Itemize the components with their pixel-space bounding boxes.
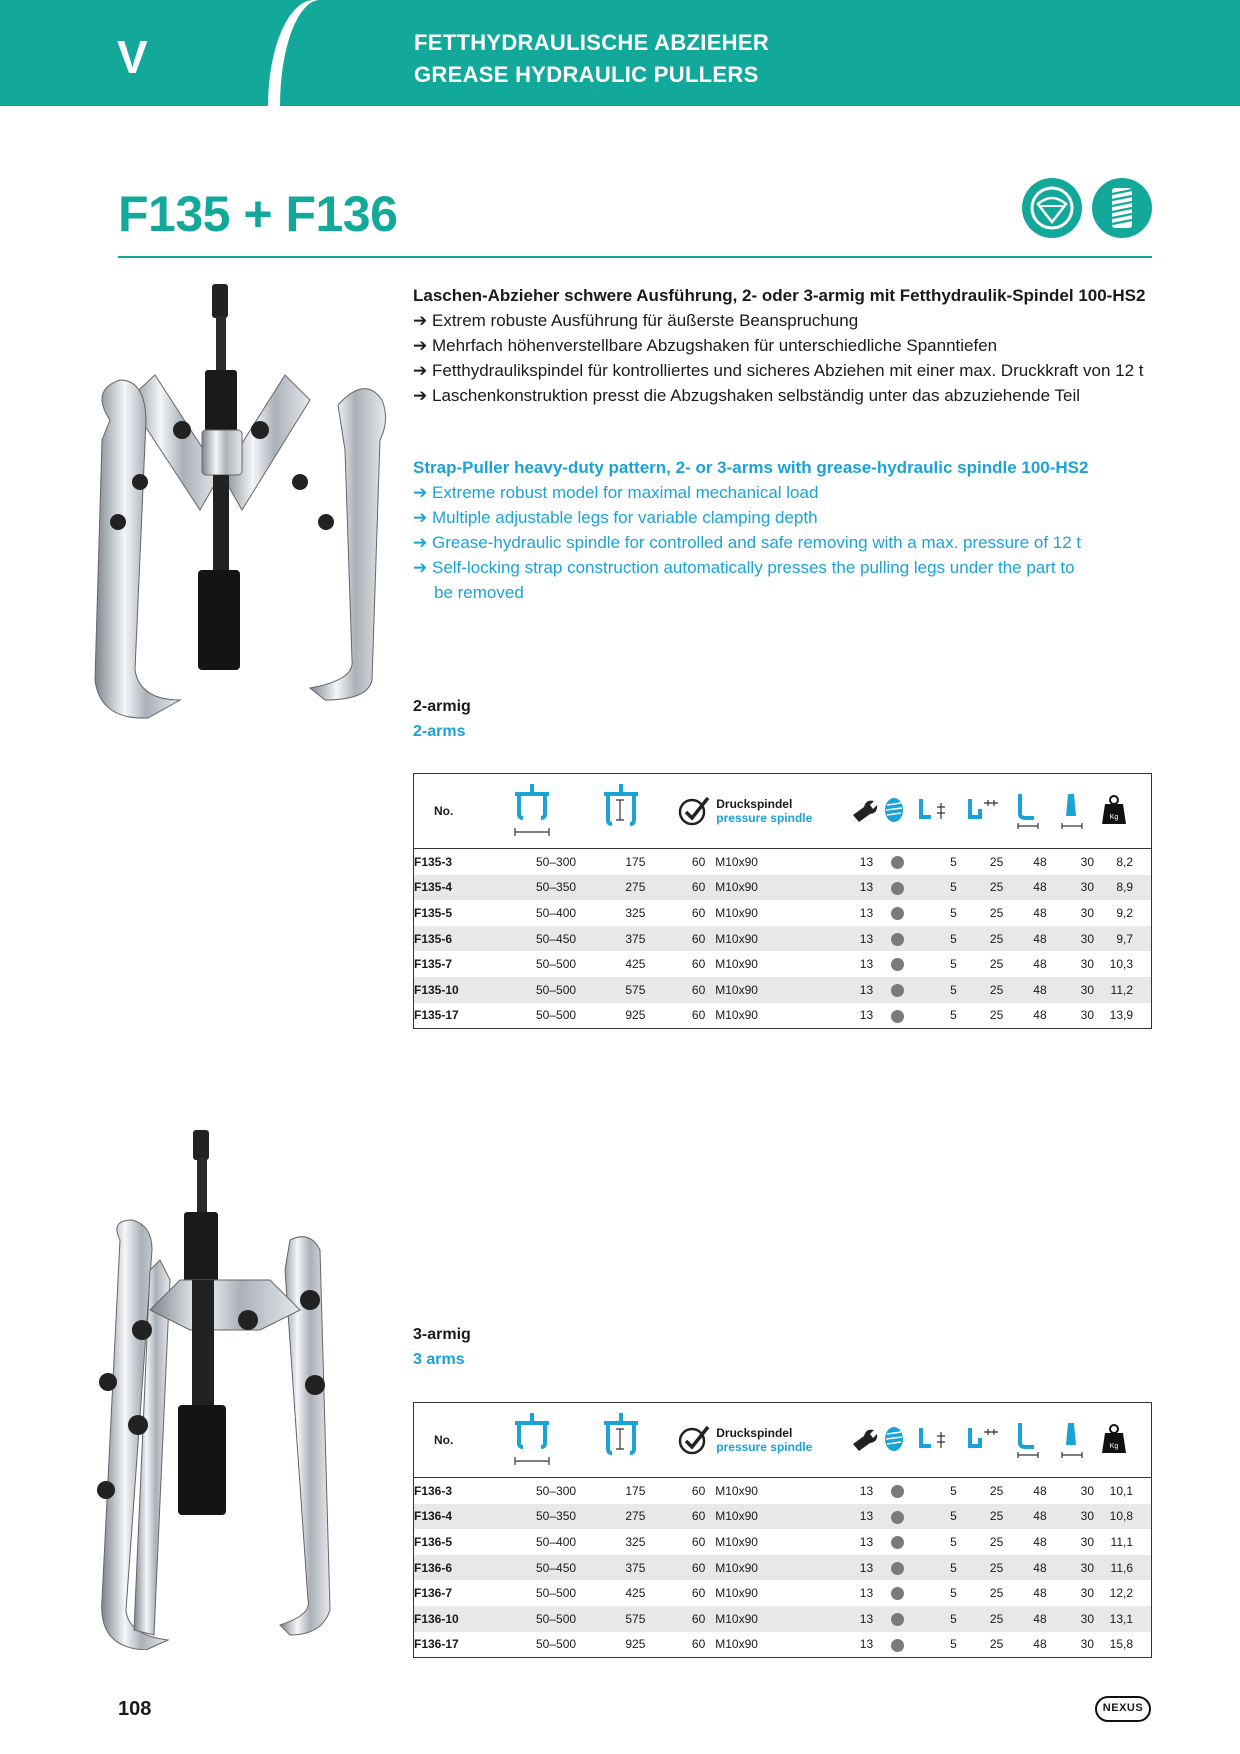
cell-force: 60 [691,957,706,972]
cell-leg-height: 5 [950,854,957,869]
indicator-dot-icon [891,1562,904,1575]
cell-force: 60 [662,1606,716,1632]
bullet-arrow-icon: ➔ [413,483,428,502]
cell-weight: 13,1 [1098,1606,1152,1632]
hook-width-icon [1011,1403,1054,1478]
hook-width-icon [1011,774,1054,849]
description-en [413,455,1153,605]
leg-width-icon [963,774,1011,849]
section-label-3arm-de: 3-armig [413,1326,471,1343]
cell-thread-indicator [881,875,914,901]
cell-hook-width: 48 [1033,957,1047,972]
cell-depth: 325 [625,1534,646,1549]
cell-hook-width: 48 [1011,1504,1054,1530]
cell-article-no: F136-3 [414,1483,453,1498]
cell-hook-width: 48 [1033,905,1047,920]
cell-hook-width: 48 [1033,1008,1047,1023]
cell-article-no: F136-17 [414,1637,459,1652]
cell-span: 50–400 [536,905,577,920]
cell-weight: 11,1 [1110,1534,1133,1549]
cell-spindle: M10x90 [715,926,840,952]
cell-spindle: M10x90 [715,905,758,920]
cell-hook-thickness: 30 [1080,1534,1094,1549]
cell-hook-thickness: 30 [1055,1606,1098,1632]
cell-leg-height: 5 [950,1586,957,1601]
cell-span: 50–350 [506,875,595,901]
cell-leg-width: 25 [989,1483,1004,1498]
title-rule [118,256,1152,258]
bullet-arrow-icon: ➔ [413,361,428,380]
leg-width-icon [963,1403,1011,1478]
bullet-text: Mehrfach höhenverstellbare Abzugshaken für unterschiedliche Spanntiefen [431,336,998,355]
cell-leg-width: 25 [989,1534,1004,1549]
cell-article-no: F135-4 [414,875,507,901]
bullet-arrow-icon: ➔ [413,508,428,527]
cell-leg-height: 5 [950,905,957,920]
wrench-icon [840,1403,881,1478]
cell-wrench: 13 [840,977,881,1003]
cell-hook-width: 48 [1033,1637,1047,1652]
cell-force: 60 [662,977,716,1003]
page-number: 108 [118,1698,152,1720]
bullet-arrow-icon: ➔ [413,558,428,577]
cell-weight: 10,3 [1109,957,1133,972]
table-row [414,1003,1152,1029]
spindle-header-en: pressure spindle [716,811,813,825]
cell-article-no: F135-3 [414,854,453,869]
cell-thread-indicator [881,977,914,1003]
cell-thread-indicator [881,849,914,875]
bullet-text: Extreme robust model for maximal mechanical load [431,483,819,502]
cell-depth: 925 [625,1637,646,1652]
description-en-headline: Strap-Puller heavy-duty pattern, 2- or 3-arms with grease-hydraulic spindle 100-HS2 [413,458,1089,477]
cell-hook-thickness: 30 [1055,926,1098,952]
cell-leg-height: 5 [950,957,957,972]
cell-article-no: F136-6 [414,1555,507,1581]
indicator-dot-icon [891,1587,904,1600]
cell-span: 50–300 [536,854,577,869]
thread-icon [1092,178,1152,238]
table-row [414,900,1152,926]
description-de-headline: Laschen-Abzieher schwere Ausführung, 2- oder 3-armig mit Fetthydraulik-Spindel 100-HS2 [413,286,1146,305]
indicator-dot-icon [891,1511,904,1524]
cell-depth: 325 [625,905,646,920]
cell-weight: 9,2 [1116,905,1133,920]
cell-wrench: 13 [840,1504,881,1530]
cell-leg-height: 5 [950,1008,957,1023]
wrench-icon [840,774,881,849]
cell-thread-indicator [881,1529,914,1555]
bullet-text: Extrem robuste Ausführung für äußerste Beanspruchung [431,311,859,330]
indicator-dot-icon [891,1536,904,1549]
cell-thread-indicator [881,1478,914,1504]
thread-spec-icon [881,1403,914,1478]
bullet-text: Multiple adjustable legs for variable clamping depth [431,508,818,527]
cell-spindle: M10x90 [715,957,758,972]
product-title: F135 + F136 [118,186,398,242]
cell-span: 50–450 [506,1555,595,1581]
cell-depth: 175 [625,854,646,869]
cell-article-no: F136-7 [414,1586,453,1601]
cell-hook-thickness: 30 [1080,1483,1094,1498]
table-row [414,1478,1152,1504]
cell-leg-height: 5 [914,977,962,1003]
leg-height-icon [914,774,962,849]
cell-weight: 11,2 [1098,977,1152,1003]
cell-depth: 275 [595,1504,661,1530]
cell-force: 60 [691,1586,706,1601]
cell-depth: 575 [595,1606,661,1632]
cell-depth: 375 [595,926,661,952]
cell-leg-width: 25 [989,905,1004,920]
cell-weight: 10,8 [1098,1504,1152,1530]
brand-logo: NEXUS [1095,1696,1151,1722]
table-header [414,774,1152,849]
description-en-bullet [413,480,1153,505]
cell-wrench: 13 [859,957,874,972]
thread-spec-icon [881,774,914,849]
cell-force: 60 [662,926,716,952]
table-row [414,926,1152,952]
description-en-bullet [413,505,1153,530]
cell-thread-indicator [881,1555,914,1581]
spindle-header [715,1403,840,1478]
category-title-de: FETTHYDRAULISCHE ABZIEHER [414,30,770,55]
cell-wrench: 13 [840,1606,881,1632]
indicator-dot-icon [891,933,904,946]
section-label-3arm-en: 3 arms [413,1351,465,1368]
cell-wrench: 13 [840,875,881,901]
cell-article-no: F135-17 [414,1008,459,1023]
cell-force: 60 [691,1534,706,1549]
safety-icon [1022,178,1082,238]
weight-icon [1098,774,1152,849]
cell-leg-height: 5 [950,1483,957,1498]
cell-spindle: M10x90 [715,875,840,901]
description-de-bullet [413,333,1153,358]
spindle-header-de: Druckspindel [716,1426,793,1440]
cell-leg-width: 25 [963,875,1011,901]
spec-table-3arm [413,1402,1152,1658]
cell-thread-indicator [881,1632,914,1658]
cell-leg-width: 25 [989,854,1004,869]
table-row [414,849,1152,875]
cell-article-no: F135-5 [414,905,453,920]
product-photo-3arm [80,1130,410,1650]
cell-article-no: F136-4 [414,1504,507,1530]
description-de-bullet [413,383,1153,408]
table-row [414,977,1152,1003]
cell-span: 50–500 [536,1008,577,1023]
cell-hook-thickness: 30 [1080,854,1094,869]
cell-leg-width: 25 [963,977,1011,1003]
cell-thread-indicator [881,1606,914,1632]
cell-span: 50–450 [506,926,595,952]
cell-force: 60 [662,1555,716,1581]
cell-wrench: 13 [859,1586,874,1601]
cell-force: 60 [691,1483,706,1498]
cell-span: 50–500 [536,1637,577,1652]
indicator-dot-icon [891,1485,904,1498]
cell-hook-width: 48 [1011,926,1054,952]
chapter-letter: V [117,31,148,83]
cell-thread-indicator [881,926,914,952]
bullet-text: Fetthydraulikspindel für kontrolliertes und sicheres Abziehen mit einer max. Druckkraft von 12 t [431,361,1144,380]
cell-weight: 15,8 [1109,1637,1133,1652]
bullet-arrow-icon: ➔ [413,336,428,355]
cell-spindle: M10x90 [715,977,840,1003]
weight-icon [1098,1403,1152,1478]
cell-wrench: 13 [859,1483,874,1498]
cell-depth: 425 [625,957,646,972]
cell-force: 60 [691,854,706,869]
cell-hook-thickness: 30 [1080,1586,1094,1601]
cell-hook-thickness: 30 [1080,1008,1094,1023]
category-title-en: GREASE HYDRAULIC PULLERS [414,62,759,87]
cell-weight: 13,9 [1109,1008,1133,1023]
cell-wrench: 13 [859,905,874,920]
indicator-dot-icon [891,984,904,997]
bullet-continuation: be removed [434,583,524,602]
cell-thread-indicator [881,951,914,977]
bullet-arrow-icon: ➔ [413,311,428,330]
cell-spindle: M10x90 [715,1637,758,1652]
cell-wrench: 13 [859,1637,874,1652]
table-row [414,1555,1152,1581]
section-label-2arm-de: 2-armig [413,698,471,715]
cell-depth: 375 [595,1555,661,1581]
spindle-header-en: pressure spindle [716,1440,813,1454]
cell-wrench: 13 [840,926,881,952]
cell-spindle: M10x90 [715,1483,758,1498]
cell-weight: 12,2 [1109,1586,1133,1601]
table-row [414,1606,1152,1632]
hook-thickness-icon [1055,774,1098,849]
indicator-dot-icon [891,1639,904,1652]
cell-force: 60 [662,1504,716,1530]
description-de-bullet [413,358,1153,383]
span-icon [506,1403,595,1478]
spindle-header-de: Druckspindel [716,797,793,811]
cell-thread-indicator [881,1003,914,1029]
cell-weight: 8,9 [1098,875,1152,901]
spec-table-2arm [413,773,1152,1029]
cell-depth: 925 [625,1008,646,1023]
cell-wrench: 13 [859,1534,874,1549]
cell-leg-height: 5 [914,926,962,952]
cell-leg-height: 5 [914,1504,962,1530]
cell-weight: 8,2 [1116,854,1133,869]
cell-hook-width: 48 [1011,977,1054,1003]
weight-unit-label: Kg [1109,1442,1119,1450]
cell-hook-width: 48 [1033,854,1047,869]
section-label-2arm-en: 2-arms [413,723,466,740]
cell-depth: 425 [625,1586,646,1601]
product-photo-2arm [80,280,410,720]
indicator-dot-icon [891,1613,904,1626]
description-en-bullet [413,555,1153,580]
force-icon [662,1403,716,1478]
cell-thread-indicator [881,1504,914,1530]
indicator-dot-icon [891,907,904,920]
cell-force: 60 [662,875,716,901]
cell-leg-width: 25 [963,926,1011,952]
depth-icon [595,774,661,849]
cell-depth: 275 [595,875,661,901]
cell-spindle: M10x90 [715,854,758,869]
cell-leg-width: 25 [989,1637,1004,1652]
bullet-text: Grease-hydraulic spindle for controlled and safe removing with a max. pressure of 12 t [431,533,1082,552]
cell-span: 50–500 [536,1586,577,1601]
table-row [414,1580,1152,1606]
cell-article-no: F135-10 [414,977,507,1003]
cell-article-no: F136-10 [414,1606,507,1632]
cell-depth: 175 [625,1483,646,1498]
cell-hook-width: 48 [1011,875,1054,901]
table-row [414,875,1152,901]
table-row [414,1529,1152,1555]
cell-wrench: 13 [840,1555,881,1581]
hook-thickness-icon [1055,1403,1098,1478]
cell-hook-width: 48 [1011,1606,1054,1632]
cell-article-no: F136-5 [414,1534,453,1549]
cell-span: 50–500 [536,957,577,972]
cell-spindle: M10x90 [715,1534,758,1549]
cell-spindle: M10x90 [715,1586,758,1601]
cell-hook-thickness: 30 [1055,1504,1098,1530]
cell-hook-thickness: 30 [1080,1637,1094,1652]
cell-leg-height: 5 [914,1555,962,1581]
cell-weight: 10,1 [1109,1483,1133,1498]
depth-icon [595,1403,661,1478]
cell-leg-height: 5 [950,1534,957,1549]
cell-leg-width: 25 [963,1555,1011,1581]
cell-hook-thickness: 30 [1055,875,1098,901]
cell-leg-height: 5 [914,1606,962,1632]
description-en-bullet [413,530,1153,555]
cell-force: 60 [691,1637,706,1652]
cell-leg-width: 25 [989,1586,1004,1601]
description-de-bullet [413,308,1153,333]
indicator-dot-icon [891,958,904,971]
cell-leg-width: 25 [963,1504,1011,1530]
cell-hook-width: 48 [1033,1586,1047,1601]
cell-weight: 11,6 [1098,1555,1152,1581]
cell-weight: 9,7 [1098,926,1152,952]
cell-spindle: M10x90 [715,1555,840,1581]
cell-hook-width: 48 [1033,1483,1047,1498]
description-de [413,283,1153,408]
indicator-dot-icon [891,882,904,895]
bullet-arrow-icon: ➔ [413,386,428,405]
leg-height-icon [914,1403,962,1478]
cell-spindle: M10x90 [715,1606,840,1632]
cell-depth: 575 [595,977,661,1003]
cell-hook-thickness: 30 [1055,977,1098,1003]
table-body [414,1478,1152,1658]
cell-wrench: 13 [859,1008,874,1023]
cell-span: 50–300 [536,1483,577,1498]
cell-thread-indicator [881,900,914,926]
cell-hook-thickness: 30 [1080,957,1094,972]
cell-span: 50–500 [506,1606,595,1632]
column-header-no: No. [414,774,507,849]
span-icon [506,774,595,849]
cell-hook-thickness: 30 [1080,905,1094,920]
cell-spindle: M10x90 [715,1008,758,1023]
table-row [414,1632,1152,1658]
table-body [414,849,1152,1029]
cell-hook-width: 48 [1033,1534,1047,1549]
cell-thread-indicator [881,1580,914,1606]
column-header-no: No. [414,1403,507,1478]
cell-leg-width: 25 [989,957,1004,972]
indicator-dot-icon [891,856,904,869]
weight-unit-label: Kg [1109,813,1119,821]
table-row [414,1504,1152,1530]
bullet-text: Laschenkonstruktion presst die Abzugshaken selbständig unter das abzuziehende Teil [431,386,1080,405]
table-row [414,951,1152,977]
table-header [414,1403,1152,1478]
cell-leg-width: 25 [963,1606,1011,1632]
cell-article-no: F135-6 [414,926,507,952]
bullet-arrow-icon: ➔ [413,533,428,552]
cell-leg-height: 5 [950,1637,957,1652]
cell-leg-height: 5 [914,875,962,901]
cell-article-no: F135-7 [414,957,453,972]
cell-wrench: 13 [859,854,874,869]
spindle-header [715,774,840,849]
indicator-dot-icon [891,1010,904,1023]
cell-span: 50–350 [506,1504,595,1530]
cell-force: 60 [691,1008,706,1023]
cell-leg-width: 25 [989,1008,1004,1023]
cell-span: 50–400 [536,1534,577,1549]
cell-spindle: M10x90 [715,1504,840,1530]
cell-hook-thickness: 30 [1055,1555,1098,1581]
force-icon [662,774,716,849]
cell-span: 50–500 [506,977,595,1003]
bullet-text: Self-locking strap construction automatically presses the pulling legs under the part to [431,558,1075,577]
cell-hook-width: 48 [1011,1555,1054,1581]
cell-force: 60 [691,905,706,920]
